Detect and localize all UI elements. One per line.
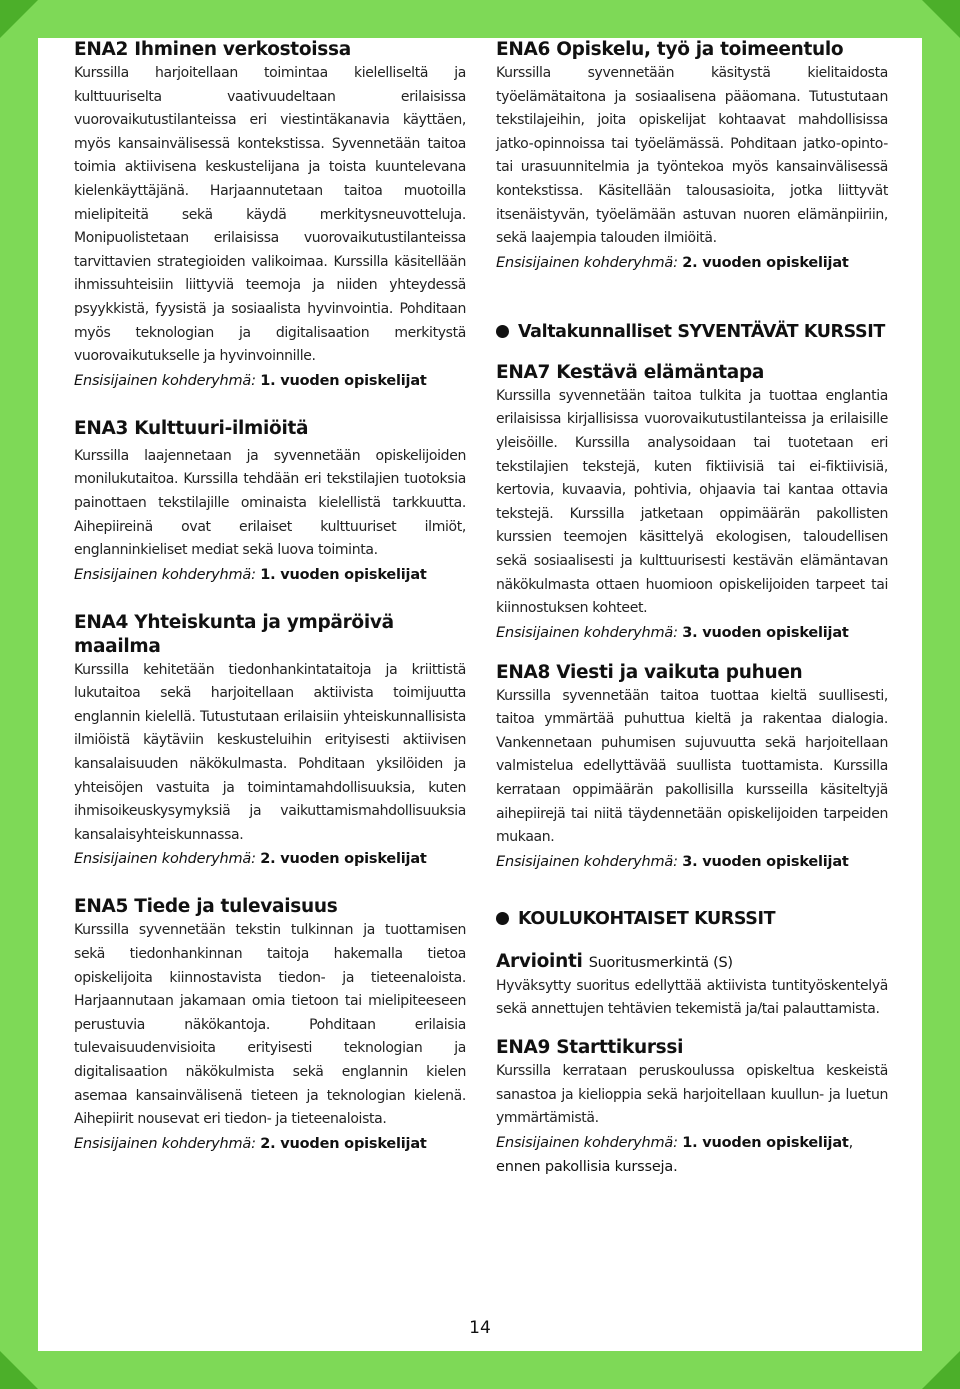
- target-value: 2. vuoden opiskelijat: [682, 254, 849, 271]
- section-ena5: [74, 895, 466, 1155]
- target-value: 1. vuoden opiskelijat: [682, 1134, 849, 1151]
- target-suffix: , ennen pakollisia kursseja.: [496, 1134, 854, 1175]
- section-body: Hyväksytty suoritus edellyttää aktiivista tuntityöskentelyä sekä annettujen tehtävien tekemistä ja/tai palauttamista.: [496, 977, 888, 1018]
- section-title: ENA6 Opiskelu, työ ja toimeentulo: [496, 39, 844, 60]
- section-body: Kurssilla kerrataan peruskoulussa opiskeltua keskeistä sanastoa ja kielioppia sekä harjoitellaan kuullun- ja luetun ymmärtämistä.: [496, 1063, 888, 1127]
- target-group: [74, 369, 466, 393]
- target-label: Ensisijainen kohderyhmä:: [496, 853, 678, 870]
- section-ena9: [496, 1036, 888, 1179]
- target-value: 3. vuoden opiskelijat: [682, 853, 849, 870]
- section-ena8: [496, 661, 888, 874]
- section-body: Kurssilla syvennetään taitoa tuottaa kieltä suullisesti, taitoa ymmärtää puhuttua kieltä ja rakentaa dialogia. Vankennetaan puhumisen sujuvuutta sekä harjoitellaan valmistelua edellyttävää suullista tuottamista. Kurssilla kerrataan oppimäärän pakollisilla kursseilla käsiteltyjä aihepiirejä tai niitä täydennetään opiskelijoiden tarpeiden mukaan.: [496, 687, 888, 846]
- section-body: Kurssilla kehitetään tiedonhankintataitoja ja kriittistä lukutaitoa sekä harjoitellaan aktiivista toimijuutta englannin kielellä. Tutustutaan erilaisiin yhteiskunnallisista ilmiöistä käytäviin keskusteluihin erityisesti aktiivisen kansalaisuuden näkökulmasta. Pohditaan yksilöiden ja yhteisöjen vastuita ja toimintamahdollisuuksia, kuten ihmisoikeuskysymyksiä ja vaikuttamismahdollisuuksia kansalaisyhteiskunnassa.: [74, 661, 466, 843]
- section-ena6: [496, 38, 888, 275]
- section-body: Kurssilla laajennetaan ja syvennetään opiskelijoiden monilukutaitoa. Kurssilla tehdään eri tekstilajien tuotoksia painottaen tekstilajille ominaista kielellistä tarkkuutta. Aihepiireinä ovat erilaiset kulttuuriset ilmiöt, englanninkieliset mediat sekä luova toiminta.: [74, 447, 466, 559]
- target-group: [74, 563, 466, 587]
- section-title: ENA9 Starttikurssi: [496, 1037, 684, 1059]
- section-body: Kurssilla syvennetään tekstin tulkinnan ja tuottamisen sekä tiedonhankinnan taitoja hakemalla tietoa opiskelijoita kiinnostavista tiedon- ja tieteenaloista. Harjaannutaan jakamaan omia tietoon tai mielipiteeseen perustuvia näkökantoja. Pohditaan erilaisia tulevaisuudenvisioita erityisesti teknologian ja digitalisaation näkökulmista sekä englannin kielen asemaa kansainvälisenä tieteen ja teknologian kielenä. Aihepiirit nousevat eri tiedon- ja tieteenaloista.: [74, 922, 466, 1128]
- target-value: 1. vuoden opiskelijat: [260, 372, 427, 389]
- target-value: 1. vuoden opiskelijat: [260, 566, 427, 583]
- section-title: ENA3 Kulttuuri-ilmiöitä: [74, 417, 309, 439]
- target-label: Ensisijainen kohderyhmä:: [74, 1135, 256, 1152]
- arviointi-subtitle: Suoritusmerkintä (S): [588, 954, 733, 971]
- target-value: 2. vuoden opiskelijat: [260, 851, 427, 868]
- section-body: Kurssilla harjoitellaan toimintaa kielelliseltä ja kulttuuriselta vaativuudeltaan erilaisissa vuorovaikutustilanteissa eri viestintäkanavia käyttäen, myös kansainvälisessä kontekstissa. Syvennetään taitoa toimia aktiivisena keskustelijana ja toista kuuntelevana kielenkäyttäjänä. Harjaannutetaan taitoa muotoilla mielipiteitä sekä käydä merkitysneuvotteluja. Monipuolistetaan erilaisissa vuorovaikutustilanteissa tarvittavien strategioiden valikoimaa. Kurssilla käsitellään ihmissuhteisiin liittyviä teemoja ja niiden yhteydessä psyykkistä, fyysistä ja sosiaalista hyvinvointia. Pohditaan myös teknologian ja digitalisaation merkitystä vuorovaikutukselle ja hyvinvoinnille.: [74, 65, 466, 365]
- target-value: 2. vuoden opiskelijat: [260, 1135, 427, 1152]
- target-group: [74, 847, 466, 871]
- frame-corner-bottom-right: [922, 1351, 960, 1389]
- section-title: [496, 950, 888, 975]
- section-body: Kurssilla syvennetään taitoa tulkita ja tuottaa englantia erilaisissa kirjallisissa vuorovaikutustilanteissa ja erilaisille yleisöille. Kurssilla analysoidaan tai tuotetaan eri tekstilajien tekstejä, kuten fiktiivisiä tai ei-fiktiivisiä, kertovia, kuvaavia, pohtivia, ohjaavia tai kantaa ottavia tekstejä. Kurssilla jatketaan oppimäärän pakollisten kurssien teemojen käsittelyä ekologisen, taloudellisen sekä sosiaalisesti ja kulttuurisesti kestävän elämäntavan näkökulmasta ottaen huomioon opiskelijoiden tarpeet tai kiinnostuksen kohteet.: [496, 387, 888, 617]
- target-group: [496, 1131, 888, 1179]
- section-title: ENA2 Ihminen verkostoissa: [74, 39, 351, 60]
- target-value: 3. vuoden opiskelijat: [682, 624, 849, 641]
- right-column: [496, 38, 888, 1179]
- page-number: 14: [469, 1318, 491, 1338]
- target-group: [496, 850, 888, 874]
- frame-corner-top-left: [0, 0, 38, 38]
- section-ena4: [74, 611, 466, 872]
- arviointi-title: Arviointi: [496, 950, 583, 972]
- section-title: ENA8 Viesti ja vaikuta puhuen: [496, 661, 803, 683]
- target-group: [496, 251, 888, 275]
- target-group: [74, 1132, 466, 1156]
- section-title: ENA5 Tiede ja tulevaisuus: [74, 896, 338, 918]
- target-group: [496, 621, 888, 645]
- target-label: Ensisijainen kohderyhmä:: [496, 254, 678, 271]
- group-heading-koulukohtaiset: [496, 906, 888, 932]
- group-heading-text: Valtakunnalliset SYVENTÄVÄT KURSSIT: [518, 321, 885, 342]
- frame-corner-bottom-left: [0, 1351, 38, 1389]
- section-title: ENA7 Kestävä elämäntapa: [496, 361, 765, 383]
- target-label: Ensisijainen kohderyhmä:: [496, 624, 678, 641]
- target-label: Ensisijainen kohderyhmä:: [496, 1134, 678, 1151]
- group-heading-syventavat: [496, 319, 888, 345]
- frame-corner-top-right: [922, 0, 960, 38]
- bullet-dot-icon: [496, 912, 509, 925]
- section-body: Kurssilla syvennetään käsitystä kielitaidosta työelämätaitona ja sosiaalisena pääomana. Tutustutaan tekstilajeihin, joita opiskelijat kohtaavat mahdollisissa jatko-opinnoissa tai työelämässä. Pohditaan jatko-opinto- tai urasuunnitelmia ja työntekoa myös kansainvälisessä kontekstissa. Käsitellään talousasioita, jotka liittyvät itsenäistyvän, työelämään astuvan nuoren elämänpiiriin, sekä laajempia talouden ilmiöitä.: [496, 65, 888, 247]
- left-column: [74, 38, 466, 1156]
- bullet-dot-icon: [496, 325, 509, 338]
- target-label: Ensisijainen kohderyhmä:: [74, 566, 256, 583]
- section-ena7: [496, 361, 888, 645]
- target-label: Ensisijainen kohderyhmä:: [74, 851, 256, 868]
- section-title: ENA4 Yhteiskunta ja ympäröivä maailma: [74, 611, 394, 657]
- section-ena3: [74, 417, 466, 587]
- target-label: Ensisijainen kohderyhmä:: [74, 372, 256, 389]
- section-arviointi: [496, 950, 888, 1022]
- group-heading-text: KOULUKOHTAISET KURSSIT: [518, 908, 776, 929]
- section-ena2: [74, 38, 466, 393]
